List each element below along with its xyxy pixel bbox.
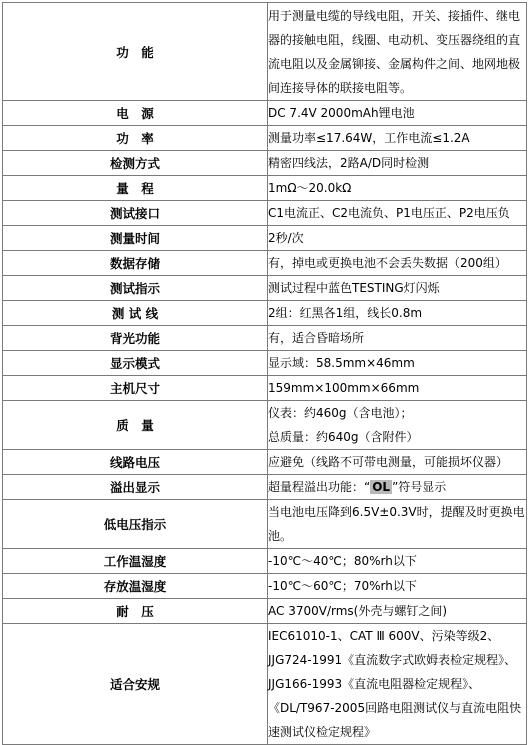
row-value: -10℃～60℃；70%rh以下 bbox=[268, 574, 527, 599]
row-label: 耐 压 bbox=[3, 599, 268, 624]
table-row bbox=[3, 549, 527, 574]
row-label: 存放温湿度 bbox=[3, 574, 268, 599]
row-label: 量 程 bbox=[3, 176, 268, 201]
row-label: 测试指示 bbox=[3, 276, 268, 301]
row-value: AC 3700V/rms(外壳与螺钉之间) bbox=[268, 599, 527, 624]
value-text: ”符号显示 bbox=[392, 480, 447, 494]
spec-table bbox=[2, 2, 527, 745]
table-row bbox=[3, 301, 527, 326]
table-row bbox=[3, 351, 527, 376]
row-label: 测试接口 bbox=[3, 201, 268, 226]
row-label: 功 率 bbox=[3, 126, 268, 151]
row-value: IEC61010-1、CAT Ⅲ 600V、污染等级2、JJG724-1991《直流数字式欧姆表检定规程》、JJG166-1993《直流电阻器检定规程》、《DL/T967-2005回路电阻测试仪与直流电阻快速测试仪检定规程》 bbox=[268, 624, 527, 745]
row-label: 工作温湿度 bbox=[3, 549, 268, 574]
row-label: 数据存储 bbox=[3, 251, 268, 276]
row-label: 主机尺寸 bbox=[3, 376, 268, 401]
table-row bbox=[3, 624, 527, 745]
row-value: 测量功率≤17.64W，工作电流≤1.2A bbox=[268, 126, 527, 151]
table-row bbox=[3, 276, 527, 301]
table-row bbox=[3, 450, 527, 475]
row-value: 1mΩ～20.0kΩ bbox=[268, 176, 527, 201]
row-value: 2秒/次 bbox=[268, 226, 527, 251]
table-row bbox=[3, 574, 527, 599]
table-row bbox=[3, 475, 527, 500]
table-row bbox=[3, 500, 527, 549]
row-value: 精密四线法，2路A/D同时检测 bbox=[268, 151, 527, 176]
row-label: 测 试 线 bbox=[3, 301, 268, 326]
table-row bbox=[3, 3, 527, 101]
row-label: 适合安规 bbox=[3, 624, 268, 745]
row-label: 质 量 bbox=[3, 401, 268, 450]
row-value: 用于测量电缆的导线电阻，开关、接插件、继电器的接触电阻，线圈、电动机、变压器绕组的直流电阻以及金属铆接、金属构件之间、地网地极间连接导体的联接电阻等。 bbox=[268, 3, 527, 101]
value-line: 仪表：约460g（含电池）； bbox=[268, 406, 413, 420]
table-row bbox=[3, 251, 527, 276]
table-row bbox=[3, 326, 527, 351]
row-value: C1电流正、C2电流负、P1电压正、P2电压负 bbox=[268, 201, 527, 226]
table-row bbox=[3, 176, 527, 201]
row-value: 有，适合昏暗场所 bbox=[268, 326, 527, 351]
row-label: 检测方式 bbox=[3, 151, 268, 176]
table-row bbox=[3, 126, 527, 151]
row-label: 线路电压 bbox=[3, 450, 268, 475]
row-value: 应避免（线路不可带电测量，可能损坏仪器） bbox=[268, 450, 527, 475]
table-row bbox=[3, 226, 527, 251]
table-row bbox=[3, 101, 527, 126]
table-row bbox=[3, 376, 527, 401]
row-label: 电 源 bbox=[3, 101, 268, 126]
row-label: 功 能 bbox=[3, 3, 268, 101]
row-label: 测量时间 bbox=[3, 226, 268, 251]
row-value: 有，掉电或更换电池不会丢失数据（200组） bbox=[268, 251, 527, 276]
row-value: 显示域：58.5mm×46mm bbox=[268, 351, 527, 376]
value-line: 总质量：约640g（含附件） bbox=[268, 430, 419, 444]
row-value: 测试过程中蓝色TESTING灯闪烁 bbox=[268, 276, 527, 301]
row-value: -10℃～40℃；80%rh以下 bbox=[268, 549, 527, 574]
ol-symbol: OL bbox=[372, 480, 391, 494]
row-value: DC 7.4V 2000mAh锂电池 bbox=[268, 101, 527, 126]
value-text: 超量程溢出功能：“ bbox=[268, 480, 371, 494]
row-label: 溢出显示 bbox=[3, 475, 268, 500]
table-row bbox=[3, 151, 527, 176]
table-row bbox=[3, 599, 527, 624]
row-value bbox=[268, 401, 527, 450]
table-row bbox=[3, 201, 527, 226]
row-label: 显示模式 bbox=[3, 351, 268, 376]
row-value: 159mm×100mm×66mm bbox=[268, 376, 527, 401]
row-value: 2组：红黑各1组，线长0.8m bbox=[268, 301, 527, 326]
row-value bbox=[268, 475, 527, 500]
row-label: 低电压指示 bbox=[3, 500, 268, 549]
table-row bbox=[3, 401, 527, 450]
row-label: 背光功能 bbox=[3, 326, 268, 351]
row-value: 当电池电压降到6.5V±0.3V时，提醒及时更换电池。 bbox=[268, 500, 527, 549]
